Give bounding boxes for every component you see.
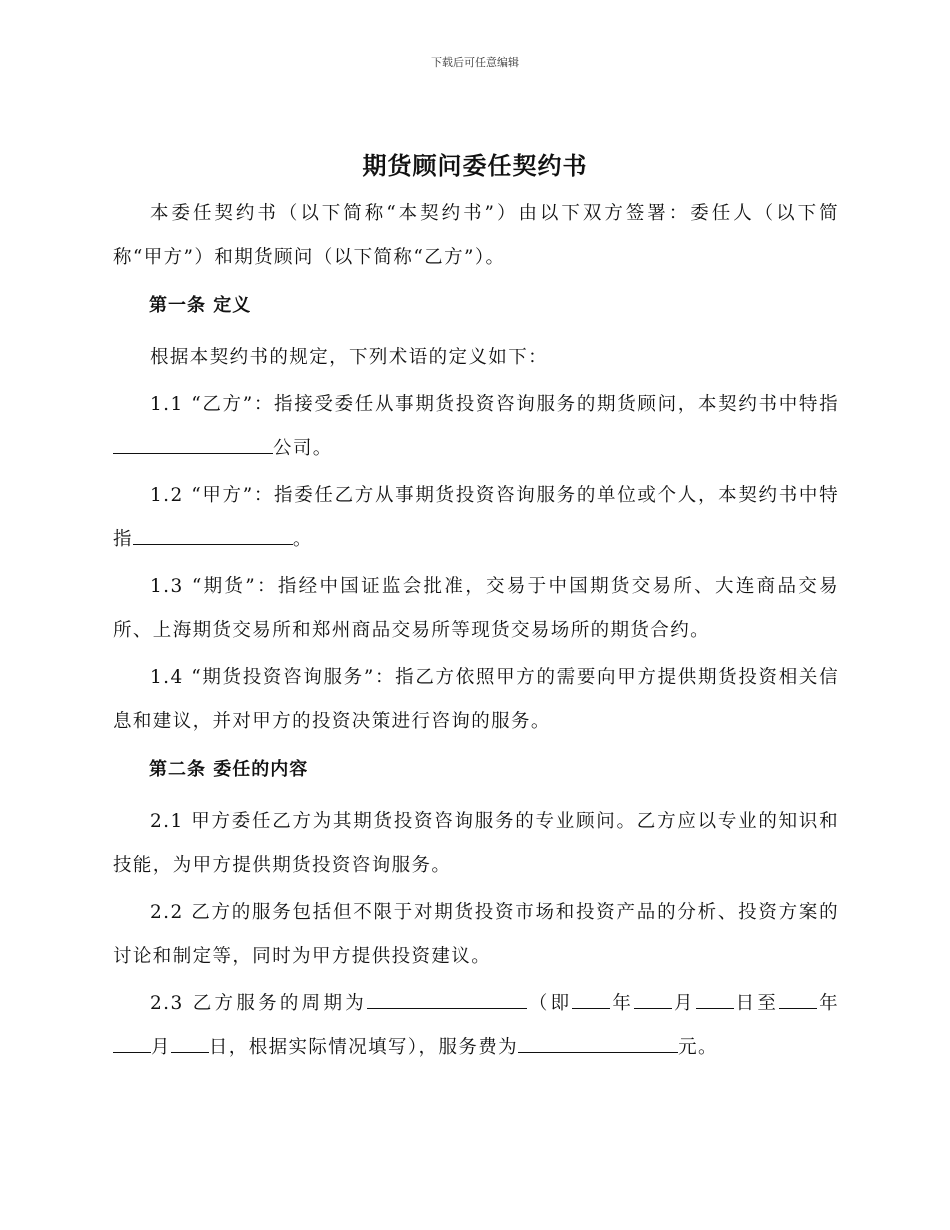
intro-paragraph: 本委任契约书（以下简称“本契约书”）由以下双方签署：委任人（以下简称“甲方”）和期货顾问（以下简称“乙方”）。 [113, 203, 839, 268]
fee-text: 日，根据实际情况填写），服务费为 [208, 1037, 519, 1058]
period-blank [367, 990, 527, 1009]
article-1-heading: 第一条 定义 [149, 295, 252, 316]
clause-2-1: 2.1 甲方委任乙方为其期货投资咨询服务的专业顾问。乙方应以专业的知识和技能，为甲方提供期货投资咨询服务。 [113, 811, 839, 876]
day-to-label: 日至 [733, 993, 780, 1014]
article-1-lead: 根据本契约书的规定，下列术语的定义如下： [150, 347, 549, 368]
end-month-label: 月 [151, 1037, 171, 1058]
clause-2-3 [113, 982, 839, 1070]
clause-1-2-text: 1.2 “甲方”：指委任乙方从事期货投资咨询服务的单位或个人，本契约书中特指 [113, 485, 839, 550]
clause-1-4: 1.4 “期货投资咨询服务”：指乙方依照甲方的需要向甲方提供期货投资相关信息和建议，并对甲方的投资决策进行咨询的服务。 [113, 667, 839, 732]
clause-1-1-suffix: 公司。 [273, 438, 333, 459]
article-2-heading: 第二条 委任的内容 [149, 759, 309, 780]
end-year-blank [779, 990, 817, 1009]
document-title: 期货顾问委任契约书 [362, 152, 588, 180]
company-blank [113, 435, 273, 454]
end-year-label: 年 [817, 993, 839, 1014]
party-a-blank [133, 526, 293, 545]
month-label: 月 [672, 993, 696, 1014]
end-day-blank [171, 1034, 209, 1053]
start-day-blank [696, 990, 734, 1009]
clause-1-2-suffix: 。 [292, 529, 313, 550]
fee-blank [518, 1034, 678, 1053]
clause-2-3-open: （即 [527, 993, 573, 1014]
start-month-blank [634, 990, 672, 1009]
year-label: 年 [610, 993, 635, 1014]
header-note: 下载后可任意编辑 [431, 56, 519, 69]
document-body [113, 192, 839, 1073]
clause-1-1 [113, 383, 839, 471]
start-year-blank [572, 990, 610, 1009]
clause-1-2 [113, 474, 839, 562]
clause-1-3: 1.3 “期货”：指经中国证监会批准，交易于中国期货交易所、大连商品交易所、上海期货交易所和郑州商品交易所等现货交易场所的期货合约。 [113, 576, 839, 641]
currency-label: 元。 [678, 1037, 718, 1058]
clause-2-3-text: 2.3 乙方服务的周期为 [150, 993, 367, 1014]
clause-2-2: 2.2 乙方的服务包括但不限于对期货投资市场和投资产品的分析、投资方案的讨论和制定等，同时为甲方提供投资建议。 [113, 902, 839, 967]
end-month-blank [113, 1034, 151, 1053]
clause-1-1-text: 1.1 “乙方”：指接受委任从事期货投资咨询服务的期货顾问，本契约书中特指 [150, 394, 839, 415]
